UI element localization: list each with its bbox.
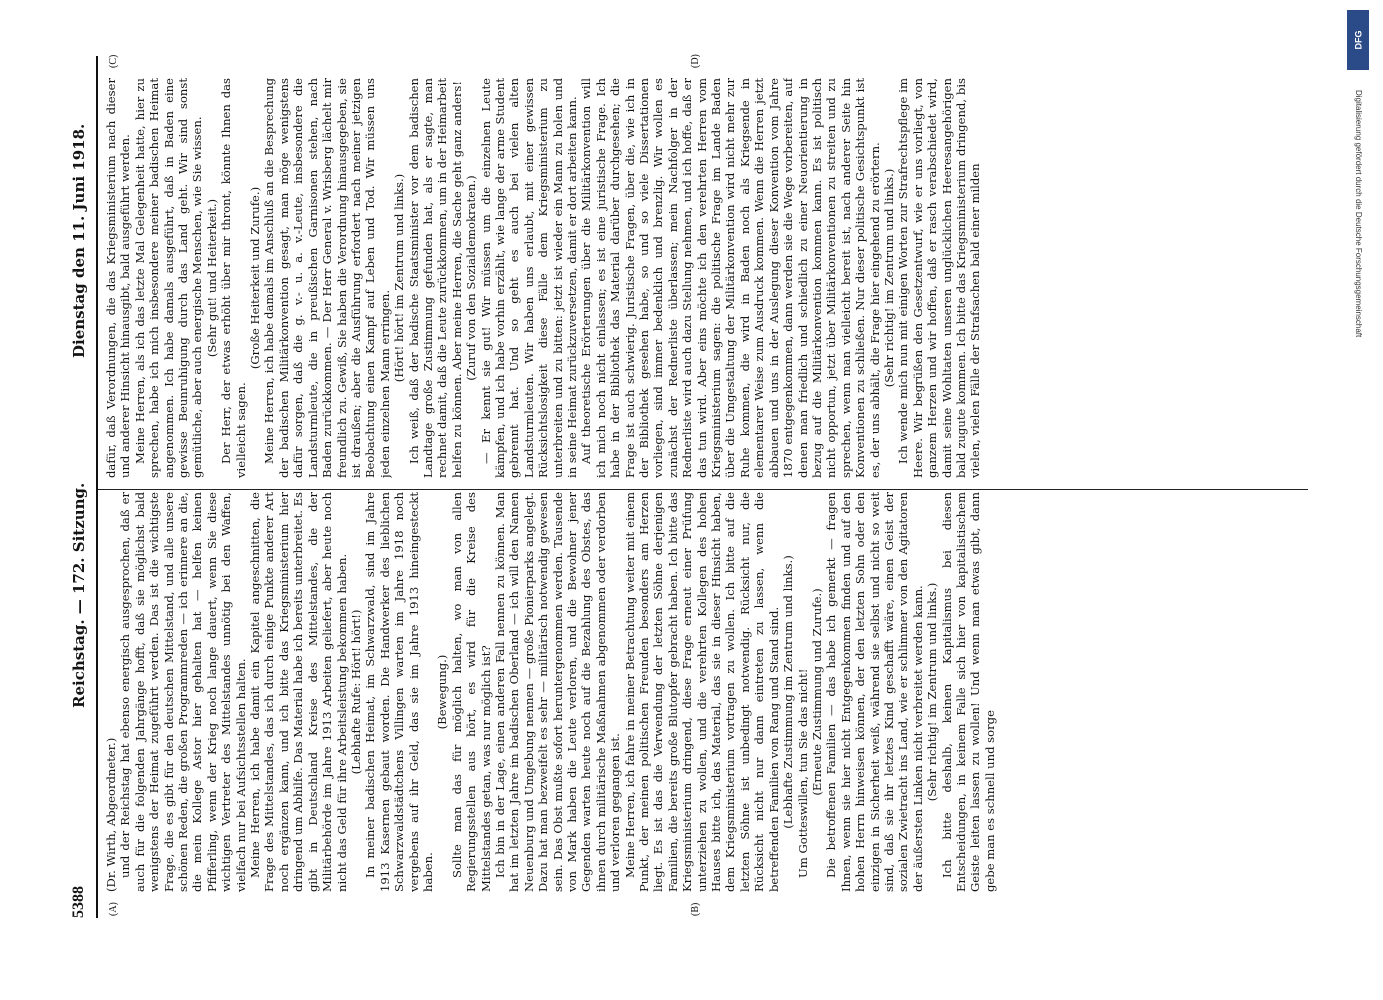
paragraph: Der Herr, der etwas erhöht über mir thront, könnte Ihnen das vielleicht sagen.	[219, 78, 248, 478]
paragraph: Meine Herren, ich fahre in meiner Betrachtung weiter mit einem Punkt, der meinen politischen Freunden besonders am Herzen liegt. Es ist das die Verwendung der letzten Söhne derjenigen Familien, die bereits große Blutopfer gebracht haben. Ich bitte das Kriegsministerium dringend, diese Frage erneut einer Prüfung unterziehen zu wollen, und die verehrten Kollegen des hohen Hauses bitte ich, das Material, das sie in dieser Hinsicht haben, dem Kriegsministerium vortragen zu wollen. Ich bitte auf die letzten Söhne ist unbedingt notwendig. Rücksicht nur, die Rücksicht nicht nur dann eintreten zu lassen, wenn die betreffenden Familien von Rang und Stand sind.	[622, 492, 781, 892]
interjection: (Erneute Zustimmung und Zurufe.)	[809, 588, 824, 796]
paragraph: Auf theoretische Erörterungen über die Militärkonvention will ich mich noch nicht einlassen; es ist eine juristische Frage. Ich habe in der Bibliothek das Material darüber durchgesehen; die Frage ist auch schwierig. Juristische Fragen, über die, wie ich in der Bibliothek gesehen habe, so und so viele Dissertationen vorliegen, sind immer bedenklich und brenzlig. Wir wollen es zunächst der Rednerliste überlassen; mein Nachfolger in der Rednerliste wird auch dazu Stellung nehmen, und ich hoffe, daß er das tun wird. Aber eins möchte ich den verehrten Herren vom Kriegsministerium sagen: die politische Frage im Lande Baden über die Umgestaltung der Militärkonvention wird nicht mehr zur Ruhe kommen, die wird in Baden noch als Kriegsende in elementarer Weise zum Ausdruck kommen. Wenn die Herren jetzt abbauen und uns in der Auslegung dieser Konvention vom Jahre 1870 entgegenkommen, dann werden sie die Wege vorbereiten, auf denen man friedlich und schiedlich zu einer Neuorientierung in bezug auf die Militärkonvention kommen kann. Es ist politisch nicht opportun, jetzt über Militärkonventionen zu streiten und zu sprechen, wenn man vielleicht bereit ist, nach anderer Seite hin Konventionen zu schließen. Nur dieser politische Gesichtspunkt ist es, der uns abhält, die Frage hier eingehend zu erörtern.	[579, 78, 882, 478]
column-divider	[98, 489, 1308, 490]
interjection: (Zuruf von den Sozialdemokraten.)	[464, 175, 479, 381]
margin-mark-a: (A)	[108, 902, 119, 916]
interjection: (Sehr richtig! im Zentrum und links.)	[881, 168, 896, 388]
interjection: (Lebhafte Rufe: Hört! hört!)	[348, 609, 363, 775]
margin-mark-b: (B)	[690, 902, 701, 916]
margin-mark-c: (C)	[108, 54, 119, 68]
paragraph: und der Reichstag hat ebenso energisch ausgesprochen, daß er auch für die folgenden Jahrgänge hofft, daß sie möglichst bald wenigstens der Heimat zugeführt werden. Das ist die wichtigste Frage, die es gibt für den deutschen Mittelstand, und alle unsere schönen Reden, die großen Programmreden — ich erinnere an die, die mein Kollege Astor hier gehalten hat — helfen keinen Pfifferling, wenn der Krieg noch lange dauert, wenn Sie diese wichtigen Vertreter des Mittelstandes unnötig bei den Waffen, vielfach nur bei Aufsichtsstellen halten.	[118, 492, 248, 892]
margin-mark-d: (D)	[690, 54, 701, 68]
interjection: (Große Heiterkeit und Zurufe.)	[248, 186, 263, 370]
interjection: (Sehr gut! und Heiterkeit.)	[204, 198, 219, 358]
paragraph: Um Gotteswillen, tun Sie das nicht!	[795, 668, 810, 878]
right-column	[104, 78, 1299, 478]
dfg-logo: DFG	[1347, 10, 1369, 70]
speaker-label: (Dr. Wirth, Abgeordneter.)	[104, 737, 118, 892]
paragraph: Ich bitte deshalb, keinen Kapitalismus bei diesen Entscheidungen, in keinem Falle sich hier von kapitalistischem Geiste leiten lassen zu wollen! Und wenn man etwas gibt, dann gebe man es schnell und sorge	[939, 492, 997, 892]
paragraph: In meiner badischen Heimat, im Schwarzwald, sind im Jahre 1913 Kasernen gebaut worden. Die Handwerker des lieblichen Schwarzwaldstädtchens Villingen warten im Jahre 1918 noch vergebens auf ihr Geld, das sie im Jahre 1913 hineingesteckt haben.	[363, 492, 435, 892]
header-left-title: Reichstag. — 172. Sitzung.	[70, 482, 88, 708]
paragraph: Ich wende mich nun mit einigen Worten zur Strafrechtspflege im Heere. Wir begrüßen den Gesetzentwurf, wie er uns vorliegt, von ganzem Herzen und wir hoffen, daß er rasch verabschiedet wird, damit seine Wohltaten unseren unglücklichen Heeresangehörigen bald zugute kommen. Ich bitte das Kriegsministerium dringend, bis vielen, vielen Fälle der Strafsachen bald einer milden	[896, 78, 983, 478]
interjection: (Sehr richtig! im Zentrum und links.)	[925, 582, 940, 802]
paragraph: — Er kennt sie gut! Wir müssen um die einzelnen Leute kämpfen, und ich habe vorhin erzählt, wie lange der arme Student gebrennt hat. Und so geht es auch bei vielen alten Landsturmleuten. Wir haben uns erlaubt, mit einer gewissen Rücksichtslosigkeit diese Fälle dem Kriegsministerium zu unterbreiten und zu bitten: jetzt ist wieder ein Mann zu holen und in seine Heimat zurückzuversetzen, damit er dort arbeiten kann.	[478, 78, 579, 478]
interjection: (Hört! hört! im Zentrum und links.)	[392, 173, 407, 383]
paragraph: Ich bin in der Lage, einen anderen Fall nennen zu können. Man hat im letzten Jahre im badischen Oberland — ich will den Namen Neuenburg und Umgebung nennen — große Pionierparks angelegt. Dazu hat man bezweifelt es sehr — militärisch notwendig gewesen sein. Das Obst mußte sofort heruntergenommen werden. Tausende von Mark haben die Leute verloren, und die Bewohner jener Gegenden warten heute noch auf die Bezahlung des Obstes, das ihnen durch militärische Maßnahmen abgenommen oder verdorben und verloren gegangen ist.	[492, 492, 623, 892]
interjection: (Lebhafte Zustimmung im Zentrum und links.)	[781, 555, 796, 829]
paragraph: Meine Herren, ich habe damals im Anschluß an die Besprechung der badischen Militärkonvention gesagt, man möge wenigstens dafür sorgen, daß die g. v.- u. a. v.-Leute, insbesondere die Landsturmleute, die in preußischen Garnisonen stehen, nach Baden zurückkommen. — Der Herr General v. Wrisberg lächelt mir freundlich zu. Gewiß, Sie haben die Verordnung hinausgegeben, sie ist draußen; aber die Ausführung erfordert nach meiner jetzigen Beobachtung einen Kampf auf Leben und Tod. Wir müssen uns jeden einzelnen Mann erringen.	[262, 78, 392, 478]
digitization-note: Digitalisierung gefördert durch die Deutsche Forschungsgemeinschaft	[1354, 90, 1363, 338]
paragraph: Die betroffenen Familien — das habe ich gemerkt — fragen Ihnen, wenn sie hier nicht Entgegenkommen finden und auf den hohen Herrn hinweisen können, der den letzten Sohn oder den einzigen in Sicherheit weiß, während sie selbst und nicht so weit sind, daß sie ihr letztes Kind geschafft wäre, einen Geist der sozialen Zwietracht ins Land, wie er schlimmer von den Agitatoren der äußersten Linken nicht verbreitet werden kann.	[824, 492, 925, 892]
left-column	[104, 492, 1299, 892]
paragraph: Meine Herren, als ich das letzte Mal Gelegenheit hatte, hier zu sprechen, habe ich mich insbesondere meiner badischen Heimat angenommen. Ich habe damals ausgeführt, daß in Baden eine gewisse Beunruhigung durch das Land geht. Wir sind sonst gemütliche, aber auch energische Menschen, wie Sie wissen.	[132, 78, 205, 478]
header-right-title: Dienstag den 11. Juni 1918.	[70, 123, 88, 358]
paragraph: Meine Herren, ich habe damit ein Kapitel angeschnitten, die Frage des Mittelstandes, das ich durch einige Punkte anderer Art noch ergänzen kann, und ich bitte das Kriegsministerium hier dringend um Abhilfe. Das Material habe ich bereits unterbreitet. Es gibt in Deutschland Kreise des Mittelstandes, die der Militärbehörde im Jahre 1913 Arbeiten geliefert, aber heute noch nicht das Geld für ihre Arbeitsleistung bekommen haben.	[248, 492, 349, 892]
header-rule	[96, 56, 98, 918]
paragraph: Ich weiß, daß der badische Staatsminister vor dem badischen Landtage große Zustimmung gefunden hat, als er sagte, man rechnet damit, daß die Leute zurückkommen, um in der Heimarbeit helfen zu können. Aber meine Herren, die Sache geht ganz anders!	[406, 78, 464, 478]
interjection: (Bewegung.)	[435, 654, 450, 730]
paragraph: dafür, daß Verordnungen, die das Kriegsministerium nach dieser und anderer Hinsicht hinausgibt, bald ausgeführt werden.	[104, 78, 133, 478]
page-header	[68, 58, 94, 918]
paragraph: Sollte man das für möglich halten, wo man von allen Regierungsstellen aus hört, es wird für die Kreise des Mittelstandes getan, was nur möglich ist?	[449, 492, 493, 892]
page-number: 5388	[70, 886, 87, 918]
